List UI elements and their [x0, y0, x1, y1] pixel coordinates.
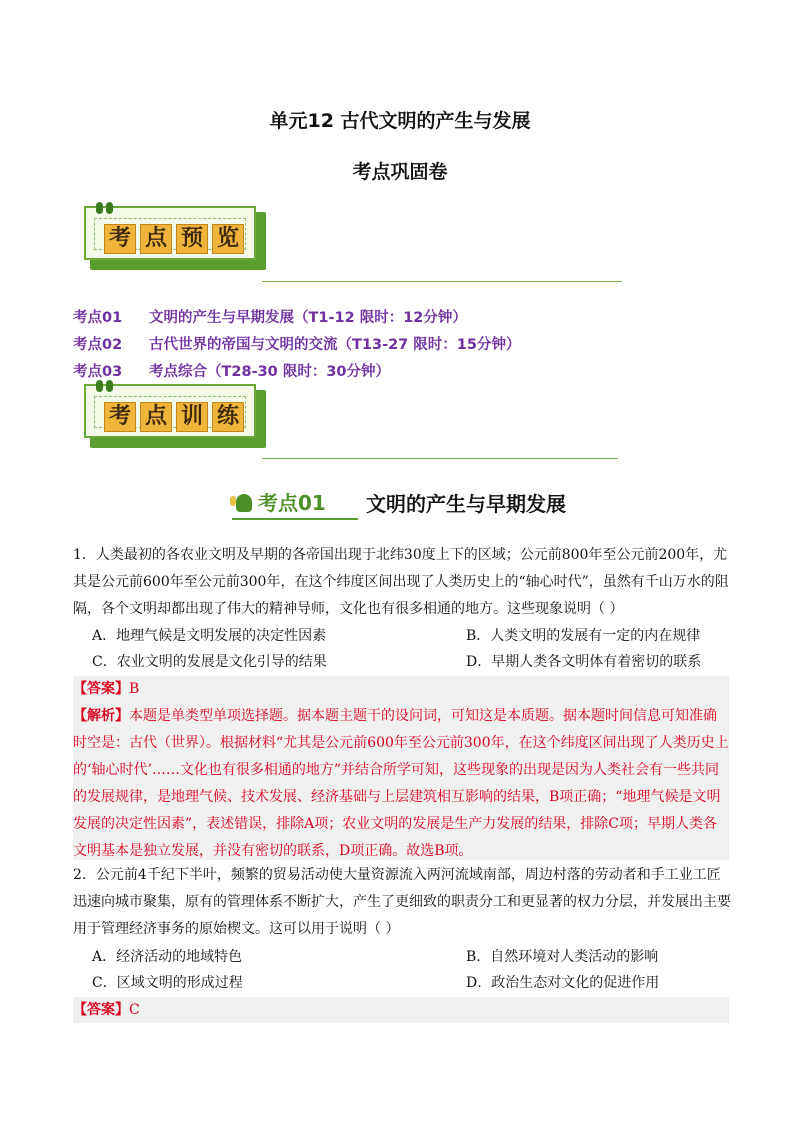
answer-analysis-block [73, 676, 729, 860]
outline-item: 考点02 古代世界的帝国与文明的交流（T13-27 限时：15分钟） [73, 337, 521, 353]
option-b: B．自然环境对人类活动的影响 [466, 949, 659, 965]
option-c: C．农业文明的发展是文化引导的结果 [92, 654, 327, 670]
section-tag: 考点01 [258, 491, 326, 515]
divider [262, 458, 618, 459]
question-stem: 1．人类最初的各农业文明及早期的各帝国出现于北纬30度上下的区域；公元前800年至公元前200年，尤其是公元前600年至公元前300年，在这个纬度区间出现了人类历史上的“轴心时代”，虽然有千山万水的阻隔，各个文明却都出现了伟大的精神导师，文化也有很多相通的地方。这些现象说明（ ） [73, 547, 729, 617]
badge-char: 考 [104, 224, 136, 254]
badge-char: 点 [140, 402, 172, 432]
answer-line: 【答案】C [73, 1002, 140, 1018]
outline-item: 考点01 文明的产生与早期发展（T1-12 限时：12分钟） [73, 310, 467, 326]
outline-item: 考点03 考点综合（T28-30 限时：30分钟） [73, 364, 390, 380]
page-title: 单元12 古代文明的产生与发展 [269, 110, 531, 132]
divider [262, 281, 622, 282]
analysis-text: 【解析】本题是单类型单项选择题。据本题主题干的设问词，可知这是本质题。据本题时间信息可知准确时空是：古代（世界）。根据材料“尤其是公元前600年至公元前300年，在这个纬度区间出现了人类历史上的‘轴心时代’……文化也有很多相通的地方”并结合所学可知，这些现象的出现是因为人类社会有一些共同的发展规律，是地理气候、技术发展、经济基础与上层建筑相互影响的结果，B项正确；“地理气候是文明发展的决定性因素”，表述错误，排除A项；农业文明的发展是生产力发展的结果，排除C项；早期人类各文明基本是独立发展，并没有密切的联系，D项正确。故选B项。 [73, 708, 729, 859]
page-subtitle: 考点巩固卷 [352, 161, 448, 183]
option-c: C．区域文明的形成过程 [92, 975, 243, 991]
section-title: 文明的产生与早期发展 [366, 492, 566, 516]
option-a: A．地理气候是文明发展的决定性因素 [92, 628, 327, 644]
topic-outline [73, 305, 521, 386]
badge-char: 考 [104, 402, 136, 432]
badge-char: 点 [140, 224, 172, 254]
option-d: D．政治生态对文化的促进作用 [466, 975, 660, 991]
option-b: B．人类文明的发展有一定的内在规律 [466, 628, 701, 644]
option-d: D．早期人类各文明体有着密切的联系 [466, 654, 702, 670]
question-stem: 2．公元前4千纪下半叶，频繁的贸易活动使大量资源流入两河流域南部，周边村落的劳动者和手工业工匠迅速向城市聚集，原有的管理体系不断扩大，产生了更细致的职责分工和更显著的权力分层，并发展出主要用于管理经济事务的原始楔文。这可以用于说明（ ） [73, 867, 731, 937]
badge-char: 预 [176, 224, 208, 254]
answer-block [73, 997, 729, 1023]
leaf-icon [236, 494, 252, 512]
badge-char: 练 [212, 402, 244, 432]
badge-char: 训 [176, 402, 208, 432]
answer-line: 【答案】B [73, 681, 140, 697]
badge-char: 览 [212, 224, 244, 254]
option-a: A．经济活动的地域特色 [92, 949, 243, 965]
